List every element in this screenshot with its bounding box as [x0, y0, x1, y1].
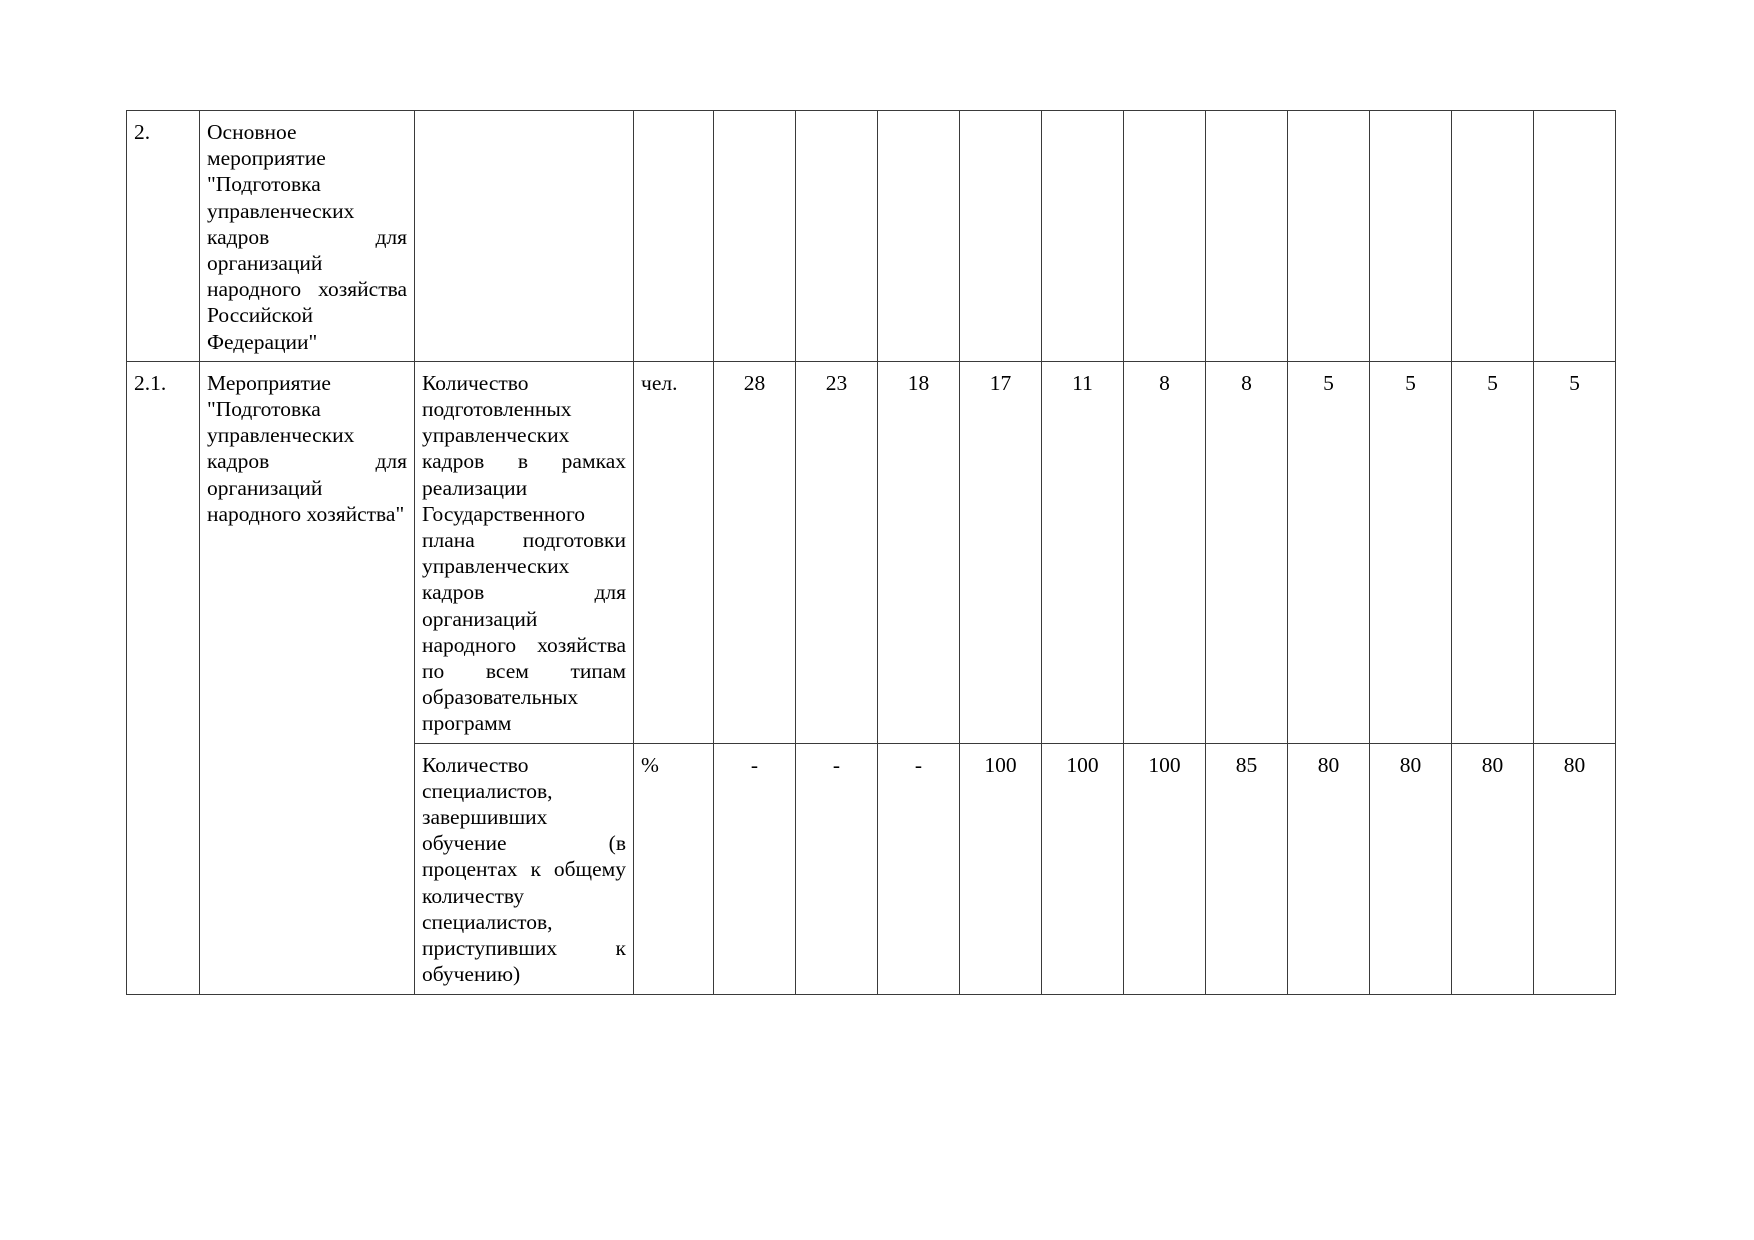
row-value-cell-7 — [1206, 111, 1288, 362]
row-number-cell: 2.1. — [127, 361, 200, 994]
row-value-cell-10 — [1452, 111, 1534, 362]
row-value-cell-10: 80 — [1452, 743, 1534, 994]
row-value-cell-2: - — [796, 743, 878, 994]
row-value-cell-3: 18 — [878, 361, 960, 743]
row-value-cell-1: - — [714, 743, 796, 994]
row-value-cell-5: 11 — [1042, 361, 1124, 743]
table-row — [127, 361, 1616, 743]
row-value-cell-9: 5 — [1370, 361, 1452, 743]
row-value-cell-2: 23 — [796, 361, 878, 743]
row-value-cell-10: 5 — [1452, 361, 1534, 743]
row-value-cell-6: 8 — [1124, 361, 1206, 743]
row-unit-cell: чел. — [634, 361, 714, 743]
row-value-cell-11: 80 — [1534, 743, 1616, 994]
row-name-cell: Основное мероприятие "Подготовка управленческих кадров для организаций народного хозяйства Российской Федерации" — [200, 111, 415, 362]
row-unit-cell — [634, 111, 714, 362]
row-value-cell-1: 28 — [714, 361, 796, 743]
row-value-cell-4: 100 — [960, 743, 1042, 994]
table-row — [127, 111, 1616, 362]
row-indicator-cell: Количество подготовленных управленческих кадров в рамках реализации Государственного плана подготовки управленческих кадров для организаций народного хозяйства по всем типам образовательных программ — [415, 361, 634, 743]
row-value-cell-9 — [1370, 111, 1452, 362]
table-body — [127, 111, 1616, 995]
row-value-cell-11 — [1534, 111, 1616, 362]
row-value-cell-5 — [1042, 111, 1124, 362]
row-value-cell-2 — [796, 111, 878, 362]
row-name-cell: Мероприятие "Подготовка управленческих кадров для организаций народного хозяйства" — [200, 361, 415, 994]
row-indicator-cell — [415, 111, 634, 362]
program-indicators-table — [126, 110, 1616, 995]
row-value-cell-8: 80 — [1288, 743, 1370, 994]
row-value-cell-4: 17 — [960, 361, 1042, 743]
row-value-cell-6: 100 — [1124, 743, 1206, 994]
row-value-cell-7: 85 — [1206, 743, 1288, 994]
row-value-cell-11: 5 — [1534, 361, 1616, 743]
row-number-cell: 2. — [127, 111, 200, 362]
row-value-cell-4 — [960, 111, 1042, 362]
row-value-cell-9: 80 — [1370, 743, 1452, 994]
row-unit-cell: % — [634, 743, 714, 994]
row-indicator-cell: Количество специалистов, завершивших обучение (в процентах к общему количеству специалистов, приступивших к обучению) — [415, 743, 634, 994]
row-value-cell-5: 100 — [1042, 743, 1124, 994]
row-value-cell-6 — [1124, 111, 1206, 362]
row-value-cell-3: - — [878, 743, 960, 994]
row-value-cell-8: 5 — [1288, 361, 1370, 743]
row-value-cell-1 — [714, 111, 796, 362]
row-value-cell-3 — [878, 111, 960, 362]
row-value-cell-7: 8 — [1206, 361, 1288, 743]
row-value-cell-8 — [1288, 111, 1370, 362]
